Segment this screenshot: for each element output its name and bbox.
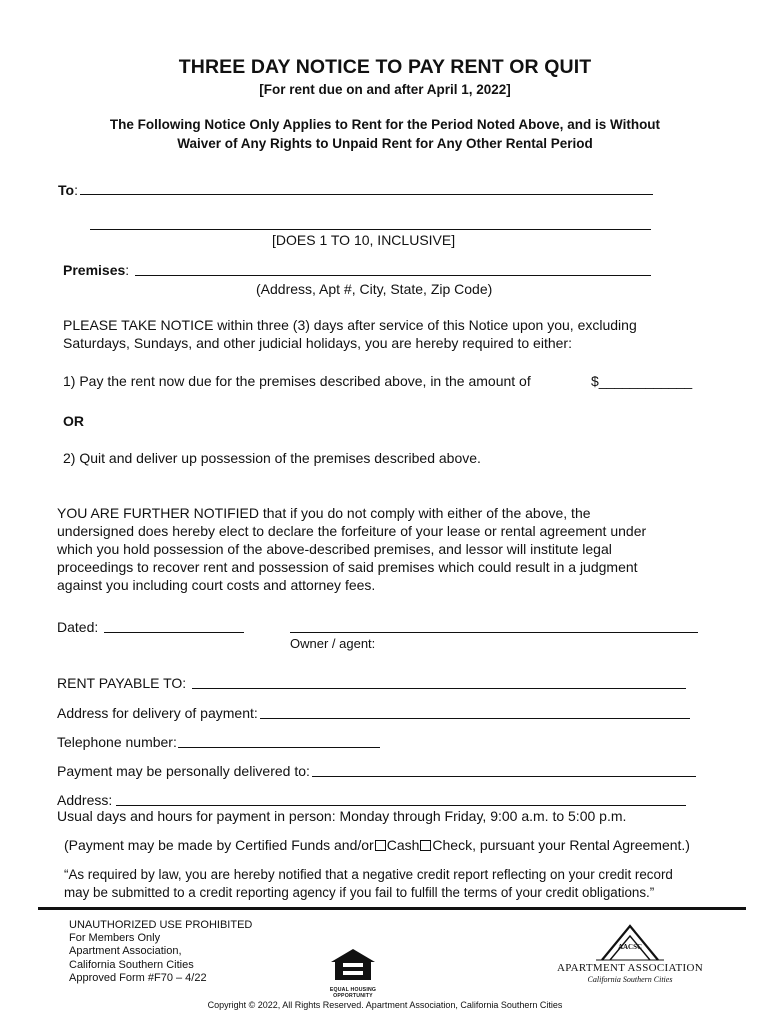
credit-notice-line-2: may be submitted to a credit reporting agency if you fail to fulfill the terms of your credit obligations.” xyxy=(64,885,655,900)
footer-divider xyxy=(38,907,746,910)
notice-heading-line-1: The Following Notice Only Applies to Rent for the Period Noted Above, and is Without xyxy=(109,117,661,132)
to-name-field-line-1[interactable] xyxy=(80,194,653,195)
further-line-3: which you hold possession of the above-described premises, and lessor will institute legal xyxy=(57,541,612,557)
footer-line-1: UNAUTHORIZED USE PROHIBITED xyxy=(69,919,253,931)
telephone-label: Telephone number: xyxy=(57,734,177,750)
apartment-association-logo xyxy=(556,922,704,990)
equal-housing-text-line-1: EQUAL HOUSING xyxy=(329,987,377,993)
personally-delivered-field-line[interactable] xyxy=(312,776,696,777)
association-name: APARTMENT ASSOCIATION xyxy=(557,962,703,974)
amount-field[interactable]: $____________ xyxy=(591,373,693,389)
cash-label: Cash xyxy=(386,837,420,853)
association-tagline: California Southern Cities xyxy=(587,975,673,984)
personally-delivered-label: Payment may be personally delivered to: xyxy=(57,763,310,779)
equal-housing-house-icon xyxy=(328,948,378,982)
option-2-text: 2) Quit and deliver up possession of the premises described above. xyxy=(63,450,481,466)
document-subtitle: [For rent due on and after April 1, 2022] xyxy=(259,82,511,97)
further-line-4: proceedings to recover rent and possession of said premises which could result in a judgment xyxy=(57,559,638,575)
notice-paragraph xyxy=(63,316,637,352)
equal-housing-text-line-2: OPPORTUNITY xyxy=(333,993,373,999)
premises-label xyxy=(63,262,129,278)
footer-line-5: Approved Form #F70 – 4/22 xyxy=(69,971,207,984)
notice-paragraph-line-2: Saturdays, Sundays, and other judicial holidays, you are hereby required to either: xyxy=(63,335,572,351)
document-title: THREE DAY NOTICE TO PAY RENT OR QUIT xyxy=(178,56,592,78)
further-line-5: against you including court costs and attorney fees. xyxy=(57,577,376,593)
copyright-notice: Copyright © 2022, All Rights Reserved. Apartment Association, California Southern Cities xyxy=(207,1000,563,1010)
footer-member-info xyxy=(69,919,252,985)
premises-colon: : xyxy=(125,262,130,278)
address-field-line[interactable] xyxy=(116,805,686,806)
check-checkbox[interactable] xyxy=(420,840,431,851)
equal-housing-logo xyxy=(328,948,378,999)
or-label: OR xyxy=(63,413,84,429)
association-mountain-icon xyxy=(556,922,704,962)
dated-field-line[interactable] xyxy=(104,632,244,633)
premises-field-line[interactable] xyxy=(135,275,651,276)
further-line-1: YOU ARE FURTHER NOTIFIED that if you do not comply with either of the above, the xyxy=(57,505,591,521)
address-delivery-field-line[interactable] xyxy=(260,718,690,719)
owner-agent-caption: Owner / agent: xyxy=(290,636,376,651)
premises-caption: (Address, Apt #, City, State, Zip Code) xyxy=(256,281,493,297)
to-label xyxy=(58,182,78,198)
association-badge: AACSC xyxy=(617,943,643,951)
notice-heading xyxy=(60,115,710,153)
payment-method-line xyxy=(64,837,690,853)
equal-housing-text xyxy=(328,987,378,999)
to-colon: : xyxy=(74,182,78,198)
premises-label-text: Premises xyxy=(63,262,126,278)
cash-checkbox[interactable] xyxy=(375,840,386,851)
footer-line-2: For Members Only xyxy=(69,932,161,945)
address-label: Address: xyxy=(57,792,113,808)
dated-label: Dated: xyxy=(57,619,99,635)
credit-report-notice xyxy=(64,866,673,902)
to-label-text: To xyxy=(58,182,75,198)
footer-line-4: California Southern Cities xyxy=(69,958,194,971)
rent-payable-field-line[interactable] xyxy=(192,688,686,689)
telephone-field-line[interactable] xyxy=(178,747,380,748)
owner-signature-line[interactable] xyxy=(290,632,698,633)
notice-heading-line-2: Waiver of Any Rights to Unpaid Rent for Any Other Rental Period xyxy=(177,136,593,151)
to-name-field-line-2[interactable] xyxy=(90,229,651,230)
payment-method-prefix: (Payment may be made by Certified Funds and/or xyxy=(64,837,374,853)
address-delivery-label: Address for delivery of payment: xyxy=(57,705,258,721)
credit-notice-line-1: “As required by law, you are hereby notified that a negative credit report reflecting on your credit record xyxy=(64,867,673,882)
payment-hours-text: Usual days and hours for payment in person: Monday through Friday, 9:00 a.m. to 5:00 p.m. xyxy=(57,808,627,824)
notice-paragraph-line-1: PLEASE TAKE NOTICE within three (3) days after service of this Notice upon you, excluding xyxy=(63,317,637,333)
further-notified-paragraph xyxy=(57,504,646,594)
further-line-2: undersigned does hereby elect to declare the forfeiture of your lease or rental agreement under xyxy=(57,523,647,539)
option-1-text: 1) Pay the rent now due for the premises described above, in the amount of xyxy=(63,373,531,389)
footer-line-3: Apartment Association, xyxy=(69,945,182,958)
payment-method-suffix: Check, pursuant your Rental Agreement.) xyxy=(432,837,690,853)
rent-payable-label: RENT PAYABLE TO: xyxy=(57,675,187,691)
does-caption: [DOES 1 TO 10, INCLUSIVE] xyxy=(272,232,456,248)
